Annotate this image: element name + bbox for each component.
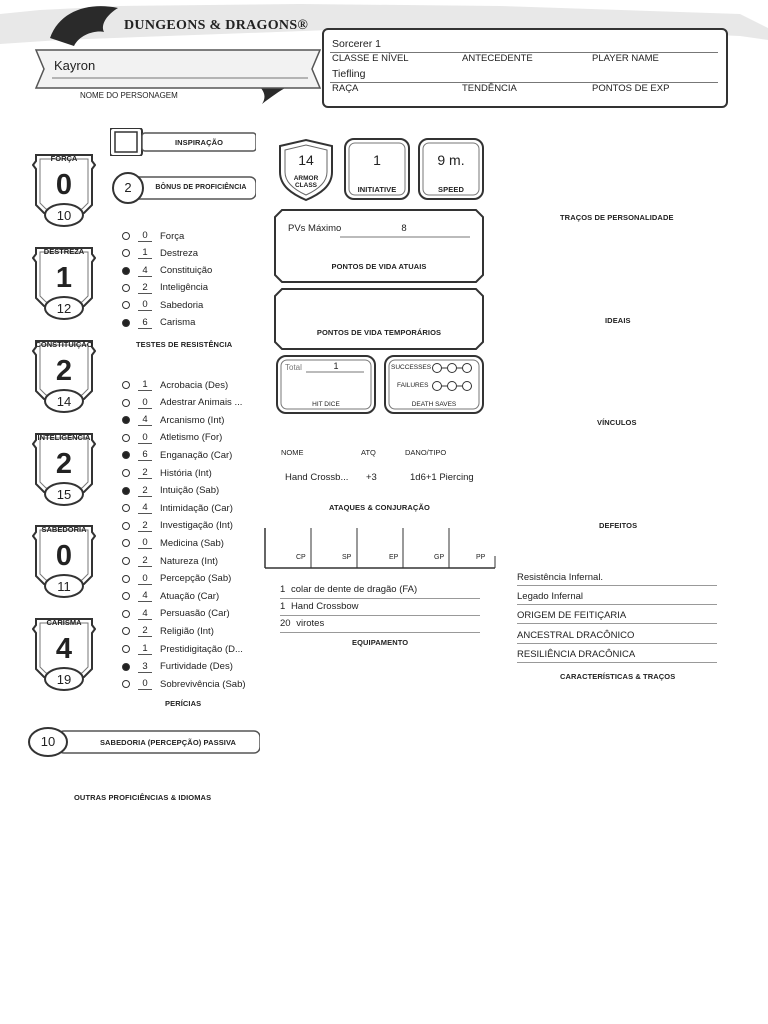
equipment-name: Hand Crossbow <box>290 601 359 612</box>
equipment-qty: 1 <box>280 584 286 595</box>
equipment-title: EQUIPAMENTO <box>352 638 409 647</box>
proficiency-checkbox[interactable] <box>122 301 130 309</box>
proficiency-checkbox[interactable] <box>122 416 130 424</box>
attack-row[interactable] <box>285 472 485 486</box>
skill-row[interactable] <box>122 536 224 550</box>
skill-row[interactable] <box>122 589 219 603</box>
proficiency-checkbox[interactable] <box>122 434 130 442</box>
skill-label: Adestrar Animais ... <box>160 397 243 409</box>
saving-throw-value: 2 <box>138 282 152 294</box>
ability-modifier[interactable]: 0 <box>55 169 73 201</box>
hit-dice-label: HIT DICE <box>312 401 340 408</box>
skill-value: 2 <box>138 467 152 479</box>
character-name[interactable]: Kayron <box>54 58 96 73</box>
skill-label: Medicina (Sab) <box>160 537 224 549</box>
proficiency-checkbox[interactable] <box>122 487 130 495</box>
ability-name: CONSTITUIÇÃO <box>35 340 93 349</box>
skill-value: 2 <box>138 485 152 497</box>
race-value[interactable]: Tiefling <box>332 68 366 80</box>
speed-label: SPEED <box>438 185 464 194</box>
success-checkbox-1[interactable] <box>432 363 442 373</box>
proficiency-checkbox[interactable] <box>122 680 130 688</box>
equipment-item[interactable] <box>280 618 480 633</box>
skill-label: Enganação (Car) <box>160 449 233 461</box>
ability-score[interactable]: 15 <box>56 487 72 502</box>
ability-name: FORÇA <box>50 154 78 163</box>
equipment-name: virotes <box>296 618 325 629</box>
skill-label: Investigação (Int) <box>160 520 233 532</box>
temp-hp-box[interactable] <box>274 288 484 350</box>
skill-row[interactable] <box>122 448 232 462</box>
armor-class-value[interactable]: 14 <box>298 152 314 168</box>
ability-modifier[interactable]: 0 <box>55 540 73 572</box>
proficiency-checkbox[interactable] <box>122 267 130 275</box>
ability-name: DESTREZA <box>43 247 85 256</box>
feature-label: ORIGEM DE FEITIÇARIA <box>517 610 627 622</box>
proficiency-checkbox[interactable] <box>122 504 130 512</box>
current-hp-box[interactable] <box>274 209 484 283</box>
proficiency-checkbox[interactable] <box>122 451 130 459</box>
feature-item[interactable] <box>517 572 717 586</box>
attack-name: Hand Crossb... <box>285 472 349 483</box>
ability-block <box>32 617 96 693</box>
skill-value: 0 <box>138 573 152 585</box>
feature-label: Resistência Infernal. <box>517 572 604 583</box>
skill-label: Sobrevivência (Sab) <box>160 678 246 690</box>
proficiency-checkbox[interactable] <box>122 319 130 327</box>
saving-throw-row[interactable] <box>122 281 208 295</box>
speed-box <box>418 138 484 200</box>
feature-label: Legado Infernal <box>517 591 584 603</box>
inspiration-box[interactable] <box>110 128 256 156</box>
ability-score[interactable]: 12 <box>56 301 72 316</box>
ability-modifier[interactable]: 1 <box>55 262 73 294</box>
skill-label: Arcanismo (Int) <box>160 414 225 426</box>
ability-block <box>32 432 96 508</box>
ability-block <box>32 246 96 322</box>
skill-row[interactable] <box>122 624 214 638</box>
ability-modifier[interactable]: 2 <box>55 448 73 480</box>
proficiency-checkbox[interactable] <box>122 645 130 653</box>
skill-value: 3 <box>138 661 152 673</box>
skill-value: 4 <box>138 608 152 620</box>
skill-label: Percepção (Sab) <box>160 573 232 585</box>
skill-label: Intuição (Sab) <box>160 485 220 497</box>
failure-checkbox-1[interactable] <box>432 381 442 391</box>
equipment-qty: 20 <box>280 618 291 629</box>
class-level-label: CLASSE E NÍVEL <box>332 53 409 64</box>
background-label: ANTECEDENTE <box>462 53 533 64</box>
saving-throw-row[interactable] <box>122 316 195 330</box>
hit-dice-total-value[interactable]: 1 <box>333 361 339 371</box>
skill-row[interactable] <box>122 431 222 445</box>
passive-perception-box <box>28 727 260 757</box>
temp-hp-label: PONTOS DE VIDA TEMPORÁRIOS <box>316 328 442 337</box>
initiative-label: INITIATIVE <box>357 185 397 194</box>
coin-ep-label: EP <box>389 554 399 561</box>
passive-perception-value[interactable]: 10 <box>40 734 56 749</box>
skill-value: 6 <box>138 449 152 461</box>
ability-name: CARISMA <box>46 618 82 627</box>
feature-label: ANCESTRAL DRACÔNICO <box>517 629 635 641</box>
player-name-label: PLAYER NAME <box>592 53 659 64</box>
saving-throw-row[interactable] <box>122 229 184 243</box>
saving-throw-row[interactable] <box>122 264 212 278</box>
ability-name: SABEDORIA <box>41 525 87 534</box>
ideals-label: IDEAIS <box>605 316 631 325</box>
xp-label: PONTOS DE EXP <box>592 83 670 94</box>
coin-pp-label: PP <box>476 554 486 561</box>
skill-label: Intimidação (Car) <box>160 502 233 514</box>
skill-row[interactable] <box>122 484 219 498</box>
skill-row[interactable] <box>122 378 228 392</box>
equipment-qty: 1 <box>280 601 286 612</box>
other-proficiencies-title: OUTRAS PROFICIÊNCIAS & IDIOMAS <box>74 793 212 802</box>
proficiency-checkbox[interactable] <box>122 381 130 389</box>
ability-modifier[interactable]: 2 <box>55 355 73 387</box>
alignment-label: TENDÊNCIA <box>462 83 517 94</box>
passive-perception-label: SABEDORIA (PERCEPÇÃO) PASSIVA <box>99 738 237 747</box>
hp-max-value[interactable]: 8 <box>401 223 407 234</box>
proficiency-checkbox[interactable] <box>122 399 130 407</box>
coins-row <box>263 528 497 570</box>
ability-name: INTELIGÊNCIA <box>37 433 91 442</box>
armor-class-label: ARMOR CLASS <box>293 175 319 189</box>
current-hp-label: PONTOS DE VIDA ATUAIS <box>331 262 427 271</box>
ability-block <box>32 524 96 600</box>
ability-score[interactable]: 10 <box>56 208 72 223</box>
saving-throw-value: 1 <box>138 247 152 259</box>
skill-value: 4 <box>138 414 152 426</box>
success-checkbox-3[interactable] <box>462 363 472 373</box>
feature-label: RESILIÊNCIA DRACÔNICA <box>517 648 636 660</box>
ability-score[interactable]: 11 <box>57 579 71 594</box>
saving-throw-row[interactable] <box>122 298 203 312</box>
proficiency-checkbox[interactable] <box>122 610 130 618</box>
attacks-title: ATAQUES & CONJURAÇÃO <box>329 503 430 512</box>
saving-throw-value: 0 <box>138 299 152 311</box>
skill-label: Atletismo (For) <box>160 432 223 444</box>
skill-label: Acrobacia (Des) <box>160 379 229 391</box>
proficiency-checkbox[interactable] <box>122 284 130 292</box>
skill-row[interactable] <box>122 660 233 674</box>
inspiration-label: INSPIRAÇÃO <box>174 138 224 147</box>
skill-row[interactable] <box>122 413 224 427</box>
initiative-box <box>344 138 410 200</box>
ability-score[interactable]: 14 <box>56 394 72 409</box>
skill-label: Religião (Int) <box>160 625 214 637</box>
flaws-label: DEFEITOS <box>599 521 638 530</box>
skill-label: Persuasão (Car) <box>160 608 230 620</box>
skill-label: Prestidigitação (D... <box>160 643 243 655</box>
skill-row[interactable] <box>122 501 233 515</box>
death-saves-label: DEATH SAVES <box>411 401 457 408</box>
proficiency-checkbox[interactable] <box>122 249 130 257</box>
saving-throw-label: Força <box>160 230 185 242</box>
ability-block <box>32 153 96 229</box>
skill-label: Natureza (Int) <box>160 555 219 567</box>
saving-throw-label: Sabedoria <box>160 299 204 311</box>
saving-throw-value: 0 <box>138 230 152 242</box>
attack-bonus: +3 <box>366 472 377 483</box>
saving-throw-label: Inteligência <box>160 282 209 294</box>
saving-throws-title: TESTES DE RESISTÊNCIA <box>136 340 233 349</box>
saving-throw-row[interactable] <box>122 246 198 260</box>
successes-label: SUCCESSES <box>391 364 432 371</box>
skill-row[interactable] <box>122 677 246 691</box>
saving-throw-value: 4 <box>138 265 152 277</box>
features-title: CARACTERÍSTICAS & TRAÇOS <box>560 672 676 681</box>
feature-item[interactable] <box>517 610 717 624</box>
skill-value: 1 <box>138 643 152 655</box>
skill-value: 1 <box>138 379 152 391</box>
feature-item[interactable] <box>517 630 717 644</box>
proficiency-checkbox[interactable] <box>122 575 130 583</box>
armor-class-box <box>276 138 336 202</box>
skill-row[interactable] <box>122 396 242 410</box>
hit-dice-total-label: Total <box>285 363 302 372</box>
bonds-label: VÍNCULOS <box>597 418 637 427</box>
hp-max-label: PVs Máximo <box>288 223 342 234</box>
skill-row[interactable] <box>122 554 218 568</box>
skill-value: 0 <box>138 432 152 444</box>
personality-traits-label: TRAÇOS DE PERSONALIDADE <box>560 213 674 222</box>
attack-damage: 1d6+1 Piercing <box>410 472 474 483</box>
skill-value: 0 <box>138 397 152 409</box>
equipment-item[interactable] <box>280 601 480 616</box>
skill-label: História (Int) <box>160 467 212 479</box>
ability-score[interactable]: 19 <box>56 672 72 687</box>
equipment-item[interactable] <box>280 584 480 599</box>
skill-value: 2 <box>138 625 152 637</box>
character-name-label: NOME DO PERSONAGEM <box>80 91 178 100</box>
skill-row[interactable] <box>122 642 243 656</box>
proficiency-checkbox[interactable] <box>122 469 130 477</box>
skill-row[interactable] <box>122 519 233 533</box>
skill-value: 4 <box>138 502 152 514</box>
saving-throw-label: Constituição <box>160 265 213 277</box>
failure-checkbox-3[interactable] <box>462 381 472 391</box>
proficiency-bonus-value[interactable]: 2 <box>124 180 132 195</box>
skill-row[interactable] <box>122 607 230 621</box>
coin-gp-label: GP <box>434 554 445 561</box>
skill-row[interactable] <box>122 572 231 586</box>
skill-label: Furtividade (Des) <box>160 661 233 673</box>
proficiency-checkbox[interactable] <box>122 539 130 547</box>
skill-label: Atuação (Car) <box>160 590 220 602</box>
proficiency-checkbox[interactable] <box>122 557 130 565</box>
coin-sp-label: SP <box>342 554 352 561</box>
proficiency-checkbox[interactable] <box>122 522 130 530</box>
ability-modifier[interactable]: 4 <box>55 633 73 665</box>
proficiency-checkbox[interactable] <box>122 663 130 671</box>
proficiency-checkbox[interactable] <box>122 592 130 600</box>
failure-checkbox-2[interactable] <box>447 381 457 391</box>
skill-value: 2 <box>138 555 152 567</box>
skill-value: 4 <box>138 590 152 602</box>
hit-dice-box <box>276 355 376 414</box>
attacks-header-name: NOME <box>281 448 304 457</box>
saving-throw-label: Destreza <box>160 247 199 259</box>
skill-row[interactable] <box>122 466 212 480</box>
attacks-header-damage: DANO/TIPO <box>405 448 447 457</box>
saving-throw-value: 6 <box>138 317 152 329</box>
skill-value: 0 <box>138 537 152 549</box>
skill-value: 0 <box>138 678 152 690</box>
character-info-box <box>322 28 728 108</box>
ability-block <box>32 339 96 415</box>
race-label: RAÇA <box>332 83 359 94</box>
class-level-value[interactable]: Sorcerer 1 <box>332 38 382 50</box>
logo: DUNGEONS & DRAGONS® <box>124 18 309 33</box>
feature-item[interactable] <box>517 649 717 663</box>
skill-value: 2 <box>138 520 152 532</box>
proficiency-checkbox[interactable] <box>122 627 130 635</box>
coin-cp-label: CP <box>296 554 306 561</box>
death-saves-box <box>384 355 484 414</box>
attacks-header-atk: ATQ <box>361 448 376 457</box>
success-checkbox-2[interactable] <box>447 363 457 373</box>
skills-title: PERÍCIAS <box>165 699 202 708</box>
equipment-name: colar de dente de dragão (FA) <box>290 584 418 595</box>
feature-item[interactable] <box>517 591 717 605</box>
initiative-value[interactable]: 1 <box>373 152 381 168</box>
proficiency-bonus-box <box>110 172 256 204</box>
failures-label: FAILURES <box>397 382 429 389</box>
speed-value[interactable]: 9 m. <box>437 152 465 168</box>
saving-throw-label: Carisma <box>160 317 196 328</box>
proficiency-checkbox[interactable] <box>122 232 130 240</box>
proficiency-bonus-label: BÔNUS DE PROFICIÊNCIA <box>155 184 247 191</box>
